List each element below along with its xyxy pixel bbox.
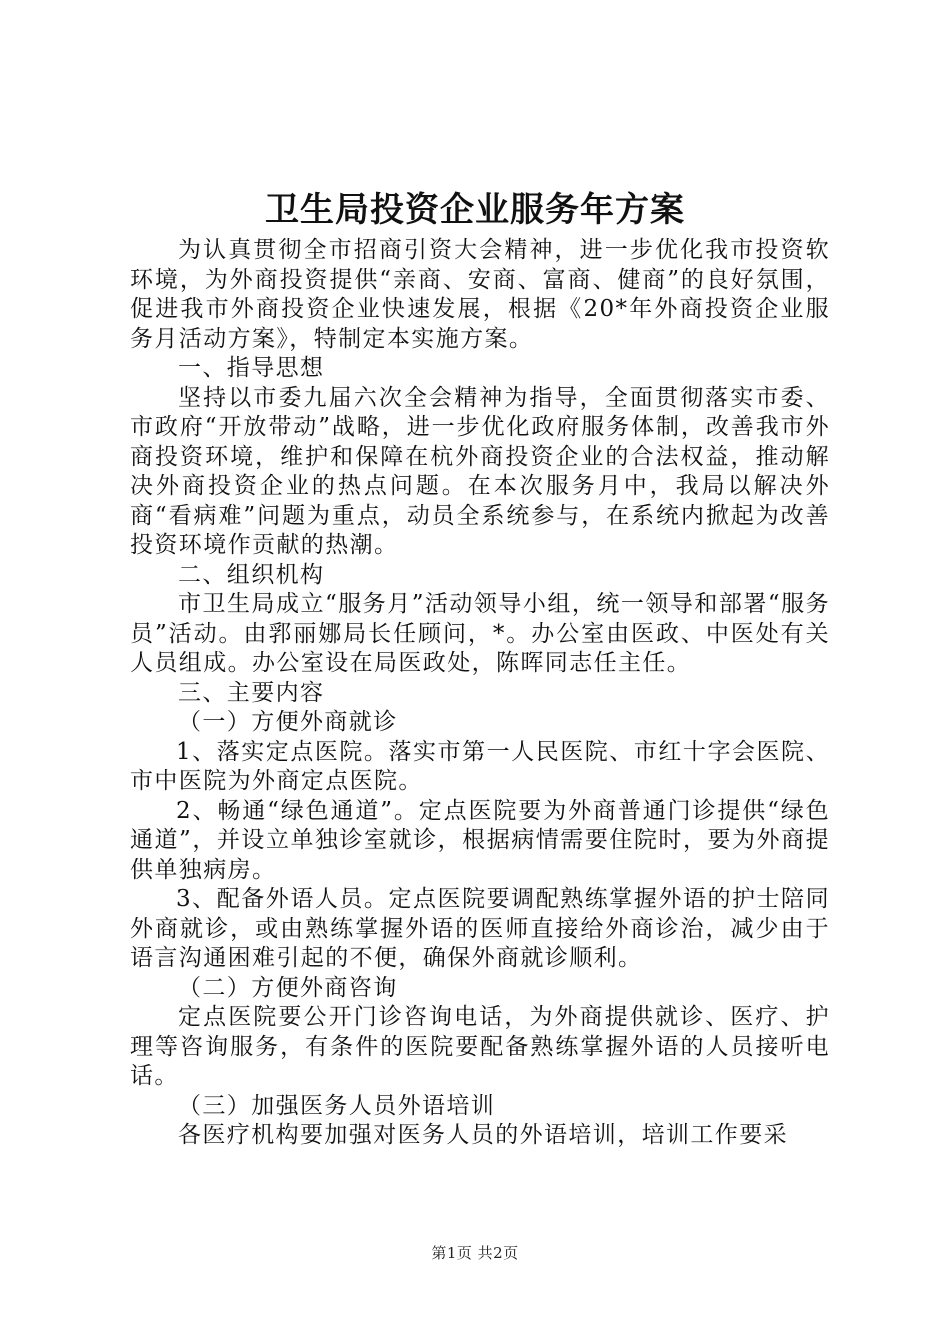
subsection-heading-language-training: （三）加强医务人员外语培训 xyxy=(178,1092,496,1119)
item-green-channel: 2、畅通“绿色通道”。定点医院要为外商普通门诊提供“绿色通道”，并设立单独诊室就诊，根据病情需要住院时，要为外商提供单独病房。 xyxy=(130,797,830,883)
section-heading-guiding-ideology: 一、指导思想 xyxy=(178,355,325,381)
guiding-ideology-paragraph: 坚持以市委九届六次全会精神为指导，全面贯彻落实市委、市政府“开放带动”战略，进一步优化政府服务体制，改善我市外商投资环境，维护和保障在杭外商投资企业的合法权益，推动解决外商投资企业的热点问题。在本次服务月中，我局以解决外商“看病难”问题为重点，动员全系统参与，在系统内掀起为改善投资环境作贡献的热潮。 xyxy=(130,384,830,558)
document-body xyxy=(130,236,830,1151)
intro-paragraph: 为认真贯彻全市招商引资大会精神，进一步优化我市投资软环境，为外商投资提供“亲商、安商、富商、健商”的良好氛围，促进我市外商投资企业快速发展，根据《20*年外商投资企业服务月活动方案》，特制定本实施方案。 xyxy=(130,237,830,352)
section-heading-main-content: 三、主要内容 xyxy=(178,679,325,706)
item-foreign-language-staff: 3、配备外语人员。定点医院要调配熟练掌握外语的护士陪同外商就诊，或由熟练掌握外语的医师直接给外商诊治，减少由于语言沟通困难引起的不便，确保外商就诊顺利。 xyxy=(130,886,830,971)
consultation-paragraph: 定点医院要公开门诊咨询电话，为外商提供就诊、医疗、护理等咨询服务，有条件的医院要配备熟练掌握外语的人员接听电话。 xyxy=(130,1004,830,1089)
item-designated-hospitals: 1、落实定点医院。落实市第一人民医院、市红十字会医院、市中医院为外商定点医院。 xyxy=(130,738,830,794)
organization-paragraph: 市卫生局成立“服务月”活动领导小组，统一领导和部署“服务员”活动。由郛丽娜局长任顾问，*。办公室由医政、中医处有关人员组成。办公室设在局医政处，陈晖同志任主任。 xyxy=(130,591,830,676)
document-title: 卫生局投资企业服务年方案 xyxy=(265,190,685,230)
subsection-heading-medical-visits: （一）方便外商就诊 xyxy=(178,709,398,735)
language-training-paragraph: 各医疗机构要加强对医务人员的外语培训，培训工作要采 xyxy=(178,1122,788,1148)
page-number-footer: 第1页 共2页 xyxy=(431,1244,519,1262)
subsection-heading-consultation: （二）方便外商咨询 xyxy=(178,974,398,1001)
section-heading-organization: 二、组织机构 xyxy=(178,561,325,588)
